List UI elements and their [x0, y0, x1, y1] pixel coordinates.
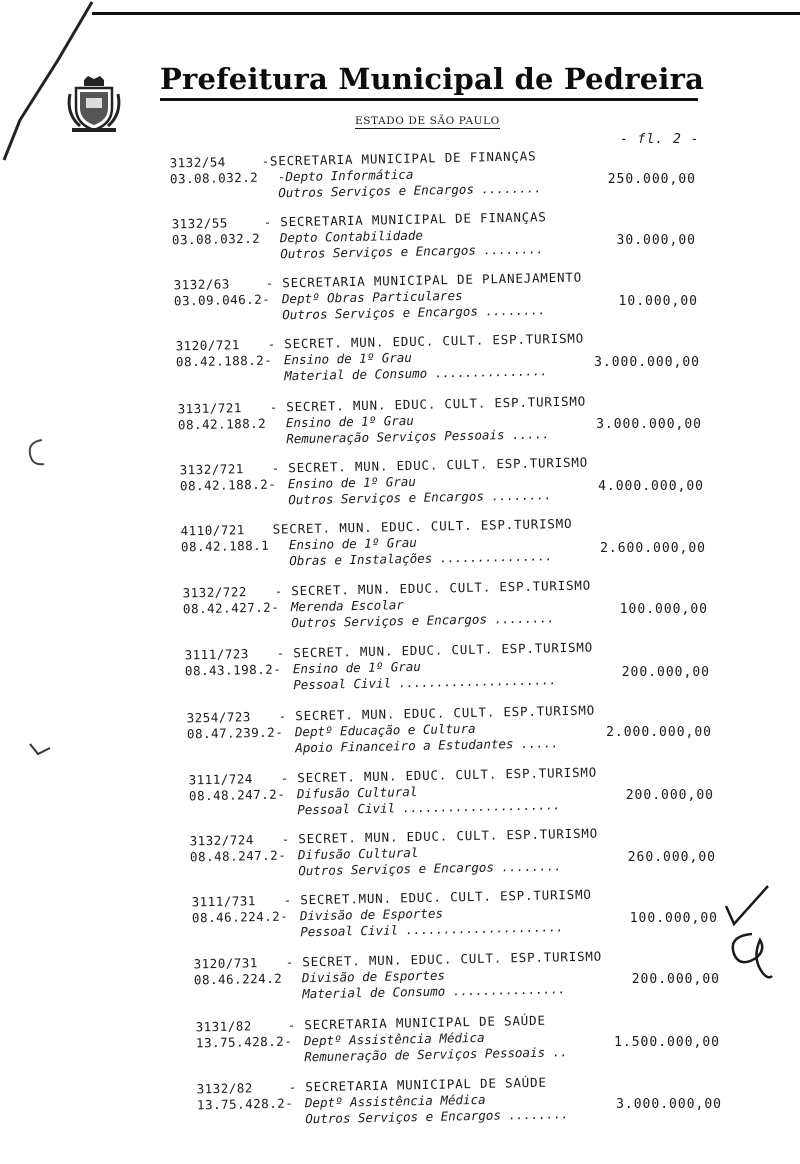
entry-amount: 250.000,00 [607, 172, 696, 187]
entry-subcode: 13.75.428.2- [195, 1033, 293, 1051]
entry-expense-element: Outros Serviços e Encargos ........ [278, 180, 542, 201]
entry-expense-element: Pessoal Civil ..................... [300, 919, 564, 940]
entry-code: 3132/54 [169, 154, 226, 171]
entry-department: - SECRET. MUN. EDUC. CULT. ESP.TURISMO [280, 764, 598, 786]
entry-amount: 30.000,00 [616, 233, 696, 248]
municipal-crest-icon [66, 74, 122, 134]
entry-code: 3120/721 [175, 337, 241, 354]
entry-amount: 1.500.000,00 [614, 1035, 720, 1050]
entry-department: -SECRETARIA MUNICIPAL DE FINANÇAS [261, 148, 537, 169]
folio-number: - fl. 2 - [620, 132, 700, 147]
top-border-rule [92, 12, 800, 15]
entry-unit: Deptº Educação e Cultura [294, 720, 476, 740]
entry-amount: 200.000,00 [631, 972, 720, 987]
entry-unit: Divisão de Esportes [299, 905, 444, 924]
entry-department: - SECRET. MUN. EDUC. CULT. ESP.TURISMO [274, 577, 592, 599]
entry-expense-element: Material de Consumo ............... [284, 363, 548, 384]
entry-code: 3111/731 [191, 893, 257, 910]
entry-subcode: 08.43.198.2- [184, 661, 282, 679]
entry-subcode: 08.47.239.2- [186, 724, 284, 742]
entry-department: - SECRET. MUN. EDUC. CULT. ESP.TURISMO [269, 393, 587, 415]
entry-code: 3132/722 [182, 584, 248, 601]
entry-amount: 200.000,00 [621, 665, 710, 680]
entry-department: - SECRET. MUN. EDUC. CULT. ESP.TURISMO [267, 330, 585, 352]
entry-department: - SECRETARIA MUNICIPAL DE PLANEJAMENTO [265, 269, 583, 291]
entry-expense-element: Material de Consumo ............... [302, 981, 566, 1002]
entry-unit: Ensino de 1º Grau [283, 349, 413, 368]
entry-subcode: 03.08.032.2 [169, 169, 259, 187]
page-title: Prefeitura Municipal de Pedreira [160, 62, 705, 96]
entry-expense-element: Outros Serviços e Encargos ........ [288, 487, 552, 508]
entry-subcode: 08.46.224.2 [193, 970, 283, 988]
entry-expense-element: Pessoal Civil ..................... [293, 672, 557, 693]
entry-amount: 3.000.000,00 [594, 355, 700, 370]
entry-amount: 100.000,00 [629, 911, 718, 926]
entry-expense-element: Obras e Instalações ............... [289, 548, 553, 569]
entry-unit: Ensino de 1º Grau [287, 473, 417, 492]
entry-department: - SECRET. MUN. EDUC. CULT. ESP.TURISMO [276, 639, 594, 661]
entry-unit: Difusão Cultural [297, 844, 419, 863]
entry-expense-element: Outros Serviços e Encargos ........ [282, 302, 546, 323]
entry-expense-element: Pessoal Civil ..................... [297, 797, 561, 818]
entry-unit: Depto Contabilidade [279, 227, 424, 246]
margin-tick-mark [28, 740, 52, 758]
title-underline [160, 98, 698, 101]
state-subtitle: ESTADO DE SÃO PAULO [355, 115, 500, 127]
entry-code: 3120/731 [193, 955, 259, 972]
entry-code: 3132/721 [179, 461, 245, 478]
entry-amount: 4.000.000,00 [598, 479, 704, 494]
entry-code: 3132/82 [196, 1080, 253, 1097]
entry-amount: 260.000,00 [627, 850, 716, 865]
entry-expense-element: Remuneração de Serviços Pessoais .. [304, 1044, 568, 1065]
entry-code: 3254/723 [186, 709, 252, 726]
entry-unit: Ensino de 1º Grau [292, 658, 422, 677]
entry-expense-element: Remuneração Serviços Pessoais ..... [286, 426, 550, 447]
entry-amount: 200.000,00 [625, 788, 714, 803]
entry-unit: Ensino de 1º Grau [288, 534, 418, 553]
entry-amount: 2.000.000,00 [606, 725, 712, 740]
entry-unit: Ensino de 1º Grau [285, 412, 415, 431]
entry-code: 3131/82 [195, 1018, 252, 1035]
entry-unit: Merenda Escolar [290, 597, 404, 615]
entry-subcode: 08.48.247.2- [188, 786, 286, 804]
entry-code: 4110/721 [180, 522, 246, 539]
entry-expense-element: Outros Serviços e Encargos ........ [305, 1106, 569, 1127]
binder-hole-mark [24, 436, 46, 470]
entry-expense-element: Apoio Financeiro a Estudantes ..... [295, 735, 559, 756]
entry-amount: 2.600.000,00 [600, 541, 706, 556]
entry-code: 3111/723 [184, 646, 250, 663]
entry-subcode: 08.42.188.2- [179, 476, 277, 494]
entry-expense-element: Outros Serviços e Encargos ........ [280, 241, 544, 262]
entry-subcode: 08.42.188.2 [177, 415, 267, 433]
entry-subcode: 08.46.224.2- [191, 908, 289, 926]
entry-department: - SECRET. MUN. EDUC. CULT. ESP.TURISMO [278, 702, 596, 724]
entry-subcode: 03.08.032.2 [171, 230, 261, 248]
entry-department: SECRET. MUN. EDUC. CULT. ESP.TURISMO [272, 515, 573, 537]
entry-code: 3132/724 [189, 832, 255, 849]
entry-amount: 10.000,00 [618, 294, 698, 309]
entry-unit: -Depto Informática [277, 166, 414, 185]
entry-subcode: 08.42.427.2- [182, 599, 280, 617]
entry-department: - SECRETARIA MUNICIPAL DE FINANÇAS [263, 209, 547, 230]
entry-code: 3111/724 [188, 771, 254, 788]
entry-subcode: 13.75.428.2- [196, 1095, 294, 1113]
entry-department: - SECRET. MUN. EDUC. CULT. ESP.TURISMO [271, 454, 589, 476]
entry-amount: 3.000.000,00 [596, 417, 702, 432]
entry-unit: Divisão de Esportes [301, 967, 446, 986]
entry-department: - SECRET.MUN. EDUC. CULT. ESP.TURISMO [283, 886, 592, 908]
handwritten-check-mark [722, 884, 774, 984]
entry-subcode: 08.48.247.2- [189, 847, 287, 865]
entry-code: 3131/721 [177, 400, 243, 417]
entry-subcode: 08.42.188.2- [175, 352, 273, 370]
entry-unit: Deptº Obras Particulares [281, 287, 463, 307]
entry-subcode: 08.42.188.1 [180, 537, 270, 555]
entry-department: - SECRET. MUN. EDUC. CULT. ESP.TURISMO [281, 825, 599, 847]
entry-code: 3132/55 [171, 215, 228, 232]
entry-unit: Difusão Cultural [296, 783, 418, 802]
entry-expense-element: Outros Serviços e Encargos ........ [298, 858, 562, 879]
entry-department: - SECRETARIA MUNICIPAL DE SAÚDE [288, 1074, 547, 1095]
entry-unit: Deptº Assistência Médica [303, 1029, 485, 1049]
entry-amount: 3.000.000,00 [616, 1097, 722, 1112]
entry-department: - SECRETARIA MUNICIPAL DE SAÚDE [287, 1012, 546, 1033]
entry-amount: 100.000,00 [619, 602, 708, 617]
entry-subcode: 03.09.046.2- [173, 291, 271, 309]
entry-code: 3132/63 [173, 276, 230, 293]
entry-department: - SECRET. MUN. EDUC. CULT. ESP.TURISMO [285, 948, 603, 970]
entry-expense-element: Outros Serviços e Encargos ........ [291, 610, 555, 631]
entry-unit: Deptº Assistência Médica [304, 1091, 486, 1111]
